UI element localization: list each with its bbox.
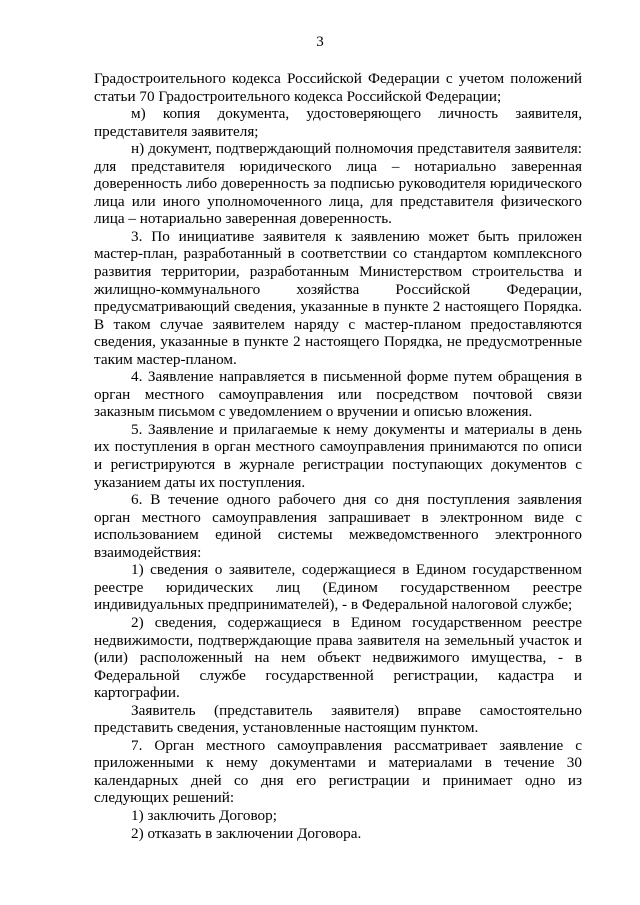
paragraph-clause-6: 6. В течение одного рабочего дня со дня поступления заявления орган местного самоуправления запрашивает в электронном виде с использованием единой системы межведомственного электронного взаимодействия:	[94, 491, 582, 561]
paragraph-clause-6-item-1: 1) сведения о заявителе, содержащиеся в Едином государственном реестре юридических лиц (Едином государственном реестре индивидуальных предпринимателей), - в Федеральной налоговой службе;	[94, 561, 582, 614]
paragraph-item-m: м) копия документа, удостоверяющего личность заявителя, представителя заявителя;	[94, 105, 582, 140]
paragraph-applicant-right: Заявитель (представитель заявителя) вправе самостоятельно представить сведения, установленные настоящим пунктом.	[94, 701, 582, 737]
paragraph-clause-7-item-1: 1) заключить Договор;	[131, 806, 277, 824]
page-number: 3	[316, 34, 324, 50]
document-body	[94, 70, 582, 842]
paragraph-clause-3: 3. По инициативе заявителя к заявлению может быть приложен мастер-план, разработанный в соответствии со стандартом комплексного развития территории, разработанным Министерством строительства и жилищно-коммунального хозяйства Российской Федерации, предусматривающий сведения, указанные в пункте 2 настоящего Порядка. В таком случае заявителем наряду с мастер-планом предоставляются сведения, указанные в пункте 2 настоящего Порядка, не предусмотренные таким мастер-планом.	[94, 227, 582, 368]
paragraph-clause-4: 4. Заявление направляется в письменной форме путем обращения в орган местного самоуправления или посредством почтовой связи заказным письмом с уведомлением о вручении и описью вложения.	[94, 368, 582, 421]
paragraph-continuation: Градостроительного кодекса Российской Федерации с учетом положений статьи 70 Градостроительного кодекса Российской Федерации;	[94, 70, 582, 105]
paragraph-clause-6-item-2: 2) сведения, содержащиеся в Едином государственном реестре недвижимости, подтверждающие права заявителя на земельный участок и (или) расположенный на нем объект недвижимого имущества, - в Федеральной службе государственной регистрации, кадастра и картографии.	[94, 613, 582, 702]
paragraph-clause-7: 7. Орган местного самоуправления рассматривает заявление с приложенными к нему документами и материалами в течение 30 календарных дней со дня его регистрации и принимает одно из следующих решений:	[94, 736, 582, 807]
paragraph-clause-5: 5. Заявление и прилагаемые к нему документы и материалы в день их поступления в орган местного самоуправления принимаются по описи и регистрируются в журнале регистрации поступающих документов с указанием даты их поступления.	[94, 420, 582, 491]
paragraph-clause-7-item-2: 2) отказать в заключении Договора.	[131, 824, 362, 842]
paragraph-item-n: н) документ, подтверждающий полномочия представителя заявителя: для представителя юридического лица – нотариально заверенная доверенность либо доверенность за подписью руководителя юридического лица или иного уполномоченного лица, для представителя физического лица – нотариально заверенная доверенность.	[94, 140, 582, 228]
